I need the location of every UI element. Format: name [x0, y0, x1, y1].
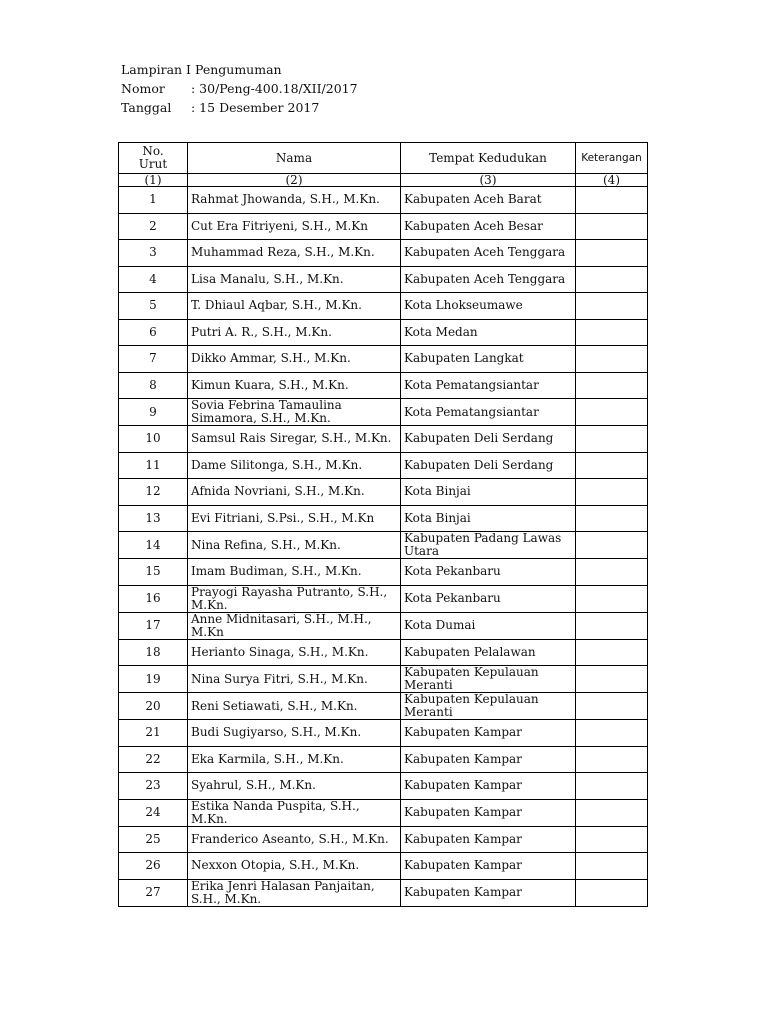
tanggal-value: : 15 Desember 2017 [191, 100, 320, 115]
cell-keterangan [576, 532, 648, 559]
cell-tempat: Kota Pekanbaru [401, 559, 576, 586]
nomor-label: Nomor [121, 81, 165, 96]
cell-tempat: Kabupaten Kampar [401, 826, 576, 853]
cell-keterangan [576, 853, 648, 880]
cell-nama: Cut Era Fitriyeni, S.H., M.Kn [188, 213, 401, 240]
cell-keterangan [576, 346, 648, 373]
cell-tempat: Kota Pekanbaru [401, 585, 576, 612]
cell-tempat: Kabupaten Kepulauan Meranti [401, 693, 576, 720]
cell-no: 14 [119, 532, 188, 559]
table-row [119, 187, 648, 214]
cell-tempat: Kabupaten Kampar [401, 746, 576, 773]
cell-no: 20 [119, 693, 188, 720]
cell-nama: Kimun Kuara, S.H., M.Kn. [188, 372, 401, 399]
table-row [119, 426, 648, 453]
cell-no: 25 [119, 826, 188, 853]
cell-no: 15 [119, 559, 188, 586]
column-header-nama: Nama [188, 143, 401, 174]
cell-no: 17 [119, 612, 188, 639]
cell-nama: Herianto Sinaga, S.H., M.Kn. [188, 639, 401, 666]
cell-nama: Anne Midnitasari, S.H., M.H., M.Kn [188, 612, 401, 639]
cell-keterangan [576, 293, 648, 320]
cell-no: 24 [119, 799, 188, 826]
table-row [119, 773, 648, 800]
nomor-value: : 30/Peng-400.18/XII/2017 [191, 81, 358, 96]
column-number: (2) [188, 174, 401, 187]
table-row [119, 693, 648, 720]
cell-keterangan [576, 746, 648, 773]
cell-tempat: Kabupaten Kampar [401, 720, 576, 747]
table-row [119, 372, 648, 399]
table-row [119, 720, 648, 747]
cell-nama: Erika Jenri Halasan Panjaitan, S.H., M.Kn. [188, 879, 401, 906]
cell-tempat: Kota Pematangsiantar [401, 372, 576, 399]
cell-keterangan [576, 773, 648, 800]
cell-keterangan [576, 479, 648, 506]
cell-nama: Nina Surya Fitri, S.H., M.Kn. [188, 666, 401, 693]
cell-tempat: Kabupaten Kampar [401, 773, 576, 800]
table-row [119, 399, 648, 426]
cell-no: 12 [119, 479, 188, 506]
cell-keterangan [576, 720, 648, 747]
cell-nama: Prayogi Rayasha Putranto, S.H., M.Kn. [188, 585, 401, 612]
cell-nama: Budi Sugiyarso, S.H., M.Kn. [188, 720, 401, 747]
table-row [119, 879, 648, 906]
table-row [119, 799, 648, 826]
table-row [119, 746, 648, 773]
cell-tempat: Kota Binjai [401, 505, 576, 532]
cell-tempat: Kota Binjai [401, 479, 576, 506]
cell-nama: Samsul Rais Siregar, S.H., M.Kn. [188, 426, 401, 453]
table-row [119, 240, 648, 267]
cell-nama: Evi Fitriani, S.Psi., S.H., M.Kn [188, 505, 401, 532]
cell-no: 1 [119, 187, 188, 214]
cell-tempat: Kabupaten Aceh Tenggara [401, 240, 576, 267]
cell-tempat: Kota Lhokseumawe [401, 293, 576, 320]
cell-keterangan [576, 266, 648, 293]
table-row [119, 293, 648, 320]
cell-nama: Estika Nanda Puspita, S.H., M.Kn. [188, 799, 401, 826]
table-row [119, 612, 648, 639]
table-row [119, 266, 648, 293]
cell-keterangan [576, 826, 648, 853]
cell-nama: T. Dhiaul Aqbar, S.H., M.Kn. [188, 293, 401, 320]
table-row [119, 452, 648, 479]
cell-tempat: Kota Pematangsiantar [401, 399, 576, 426]
table-header-row [119, 143, 648, 174]
cell-no: 26 [119, 853, 188, 880]
table-row [119, 666, 648, 693]
table-row [119, 505, 648, 532]
cell-no: 11 [119, 452, 188, 479]
table-row [119, 639, 648, 666]
cell-keterangan [576, 213, 648, 240]
column-number: (1) [119, 174, 188, 187]
cell-nama: Franderico Aseanto, S.H., M.Kn. [188, 826, 401, 853]
cell-keterangan [576, 799, 648, 826]
table-row [119, 319, 648, 346]
table-row [119, 559, 648, 586]
cell-tempat: Kota Dumai [401, 612, 576, 639]
cell-nama: Dame Silitonga, S.H., M.Kn. [188, 452, 401, 479]
cell-no: 27 [119, 879, 188, 906]
cell-no: 18 [119, 639, 188, 666]
cell-tempat: Kabupaten Padang Lawas Utara [401, 532, 576, 559]
column-number: (3) [401, 174, 576, 187]
cell-keterangan [576, 879, 648, 906]
cell-no: 9 [119, 399, 188, 426]
cell-no: 4 [119, 266, 188, 293]
cell-keterangan [576, 612, 648, 639]
tanggal-label: Tanggal [121, 100, 172, 115]
cell-keterangan [576, 585, 648, 612]
cell-nama: Reni Setiawati, S.H., M.Kn. [188, 693, 401, 720]
cell-keterangan [576, 639, 648, 666]
table-row [119, 585, 648, 612]
column-number: (4) [576, 174, 648, 187]
cell-nama: Afnida Novriani, S.H., M.Kn. [188, 479, 401, 506]
cell-no: 3 [119, 240, 188, 267]
cell-tempat: Kabupaten Aceh Besar [401, 213, 576, 240]
notary-table [118, 142, 648, 907]
cell-nama: Nexxon Otopia, S.H., M.Kn. [188, 853, 401, 880]
table-row [119, 853, 648, 880]
cell-tempat: Kabupaten Deli Serdang [401, 426, 576, 453]
cell-keterangan [576, 187, 648, 214]
cell-keterangan [576, 399, 648, 426]
cell-no: 2 [119, 213, 188, 240]
table-row [119, 826, 648, 853]
cell-tempat: Kabupaten Deli Serdang [401, 452, 576, 479]
cell-no: 21 [119, 720, 188, 747]
cell-keterangan [576, 319, 648, 346]
cell-nama: Rahmat Jhowanda, S.H., M.Kn. [188, 187, 401, 214]
cell-keterangan [576, 505, 648, 532]
cell-no: 23 [119, 773, 188, 800]
cell-nama: Muhammad Reza, S.H., M.Kn. [188, 240, 401, 267]
cell-no: 6 [119, 319, 188, 346]
cell-nama: Eka Karmila, S.H., M.Kn. [188, 746, 401, 773]
cell-no: 5 [119, 293, 188, 320]
cell-tempat: Kabupaten Kampar [401, 799, 576, 826]
table-row [119, 479, 648, 506]
cell-keterangan [576, 240, 648, 267]
column-header-keterangan: Keterangan [576, 143, 648, 174]
cell-nama: Nina Refina, S.H., M.Kn. [188, 532, 401, 559]
cell-no: 22 [119, 746, 188, 773]
column-header-tempat: Tempat Kedudukan [401, 143, 576, 174]
cell-tempat: Kabupaten Kampar [401, 879, 576, 906]
no-line-1: No. [142, 144, 164, 158]
table-body [119, 187, 648, 907]
no-line-2: Urut [138, 157, 168, 171]
cell-tempat: Kota Medan [401, 319, 576, 346]
cell-nama: Lisa Manalu, S.H., M.Kn. [188, 266, 401, 293]
table-row [119, 213, 648, 240]
cell-keterangan [576, 426, 648, 453]
cell-no: 7 [119, 346, 188, 373]
tanggal-row [121, 98, 358, 117]
document-title: Lampiran I Pengumuman [121, 62, 282, 77]
cell-no: 10 [119, 426, 188, 453]
cell-no: 13 [119, 505, 188, 532]
nomor-row [121, 79, 358, 98]
cell-nama: Imam Budiman, S.H., M.Kn. [188, 559, 401, 586]
cell-nama: Sovia Febrina Tamaulina Simamora, S.H., M.Kn. [188, 399, 401, 426]
cell-keterangan [576, 372, 648, 399]
cell-tempat: Kabupaten Kepulauan Meranti [401, 666, 576, 693]
cell-no: 19 [119, 666, 188, 693]
cell-tempat: Kabupaten Aceh Barat [401, 187, 576, 214]
cell-tempat: Kabupaten Aceh Tenggara [401, 266, 576, 293]
document-header [121, 60, 358, 117]
cell-tempat: Kabupaten Langkat [401, 346, 576, 373]
table-row [119, 346, 648, 373]
table-row [119, 532, 648, 559]
column-header-no-urut [119, 143, 188, 174]
cell-no: 8 [119, 372, 188, 399]
cell-keterangan [576, 452, 648, 479]
cell-no: 16 [119, 585, 188, 612]
cell-nama: Syahrul, S.H., M.Kn. [188, 773, 401, 800]
cell-tempat: Kabupaten Pelalawan [401, 639, 576, 666]
cell-nama: Dikko Ammar, S.H., M.Kn. [188, 346, 401, 373]
cell-keterangan [576, 693, 648, 720]
cell-keterangan [576, 666, 648, 693]
cell-tempat: Kabupaten Kampar [401, 853, 576, 880]
cell-keterangan [576, 559, 648, 586]
cell-nama: Putri A. R., S.H., M.Kn. [188, 319, 401, 346]
column-number-row [119, 174, 648, 187]
